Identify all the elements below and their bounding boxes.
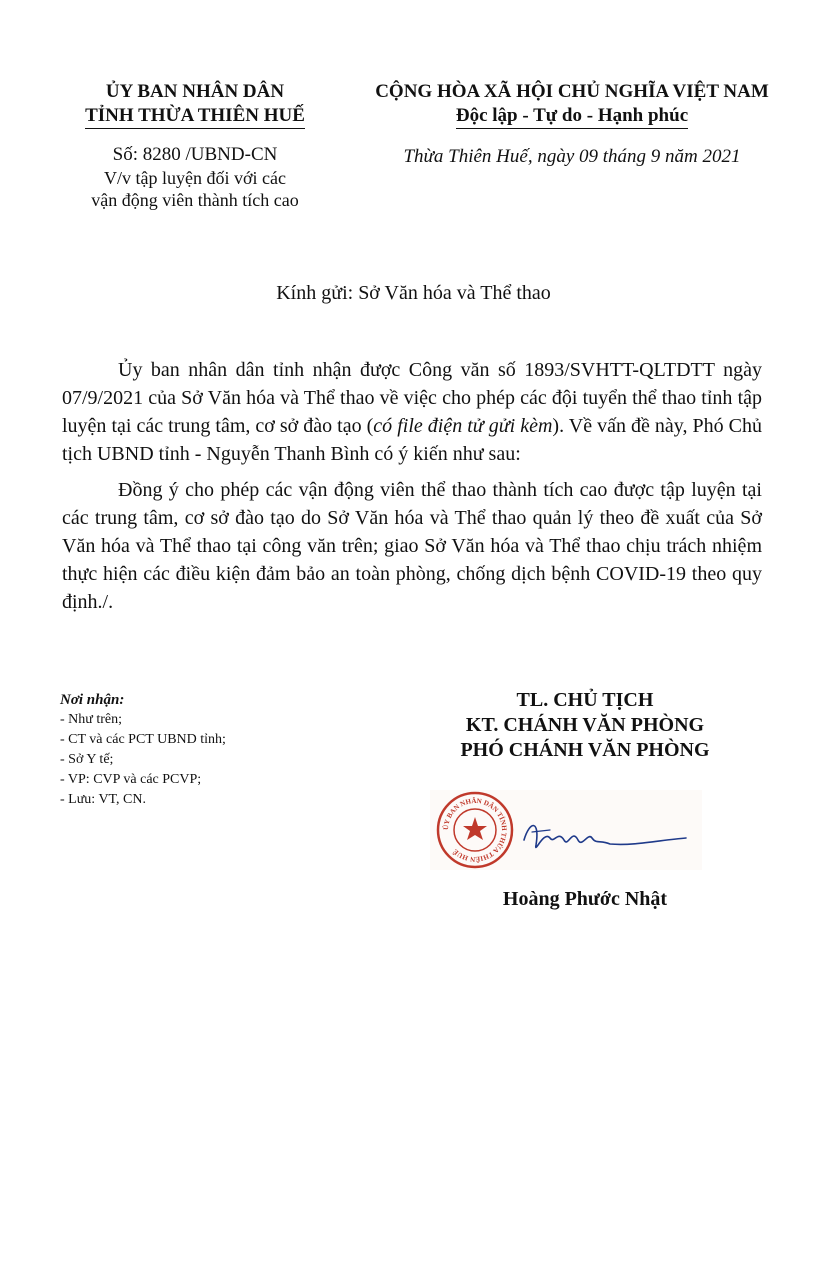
org-name-line1: ỦY BAN NHÂN DÂN bbox=[105, 81, 285, 102]
signature-title-line3: PHÓ CHÁNH VĂN PHÒNG bbox=[460, 739, 710, 761]
paragraph-1-text-end: ). Về vấn đề này, Phó Chủ tịch UBND tỉnh - Nguyễn Thanh Bình có ý kiến như sau: bbox=[62, 415, 762, 465]
document-body bbox=[62, 356, 762, 624]
seal-and-signature bbox=[430, 790, 702, 870]
recipient-item: - Lưu: VT, CN. bbox=[60, 792, 147, 807]
recipient-item: - Như trên; bbox=[60, 712, 123, 727]
signature-title-line1: TL. CHỦ TỊCH bbox=[516, 689, 654, 711]
official-seal-icon bbox=[430, 790, 520, 870]
recipients-title: Nơi nhận: bbox=[60, 692, 125, 708]
svg-text:ỦY BAN NHÂN DÂN TỈNH THỪA THIÊ: ỦY BAN NHÂN DÂN TỈNH THỪA THIÊN HUẾ bbox=[441, 796, 509, 864]
subject-line1: V/v tập luyện đối với các bbox=[104, 168, 286, 188]
recipient-item: - VP: CVP và các PCVP; bbox=[60, 772, 202, 787]
date-line: Thừa Thiên Huế, ngày 09 tháng 9 năm 2021 bbox=[403, 146, 741, 167]
recipient-item: - CT và các PCT UBND tỉnh; bbox=[60, 732, 226, 747]
signature-title-block bbox=[430, 688, 740, 763]
greeting: Kính gửi: Sở Văn hóa và Thể thao bbox=[276, 282, 551, 304]
signer-name: Hoàng Phước Nhật bbox=[502, 888, 668, 910]
paragraph-1-italic: có file điện tử gửi kèm bbox=[373, 415, 553, 437]
signature-title-line2: KT. CHÁNH VĂN PHÒNG bbox=[465, 714, 705, 736]
handwritten-signature-icon bbox=[520, 810, 690, 865]
recipient-item: - Sở Y tế; bbox=[60, 752, 114, 767]
national-motto: Độc lập - Tự do - Hạnh phúc bbox=[456, 104, 688, 129]
recipients-block bbox=[60, 690, 360, 810]
document-number: Số: 8280 /UBND-CN bbox=[112, 144, 278, 165]
issuing-authority-block bbox=[60, 80, 330, 211]
paragraph-2: Đồng ý cho phép các vận động viên thể thao thành tích cao được tập luyện tại các trung tâm, cơ sở đào tạo do Sở Văn hóa và Thể thao quản lý theo đề xuất của Sở Văn hóa và Thể thao tại công văn trên; giao Sở Văn hóa và Thể thao chịu trách nhiệm thực hiện các điều kiện đảm bảo an toàn phòng, chống dịch bệnh COVID-19 theo quy định./. bbox=[62, 479, 762, 613]
subject-line2: vận động viên thành tích cao bbox=[91, 190, 299, 210]
paragraph-1 bbox=[62, 356, 762, 468]
org-name-line2: TỈNH THỪA THIÊN HUẾ bbox=[85, 104, 305, 129]
national-header-block bbox=[352, 80, 792, 169]
paragraph-1-text: Ủy ban nhân dân tỉnh nhận được Công văn số 1893/SVHTT-QLTDTT ngày 07/9/2021 của Sở Văn hóa và Thể thao về việc cho phép các đội tuyển thể thao tỉnh tập luyện tại các trung tâm, cơ sở đào tạo ( bbox=[62, 359, 762, 437]
national-title: CỘNG HÒA XÃ HỘI CHỦ NGHĨA VIỆT NAM bbox=[375, 81, 769, 102]
